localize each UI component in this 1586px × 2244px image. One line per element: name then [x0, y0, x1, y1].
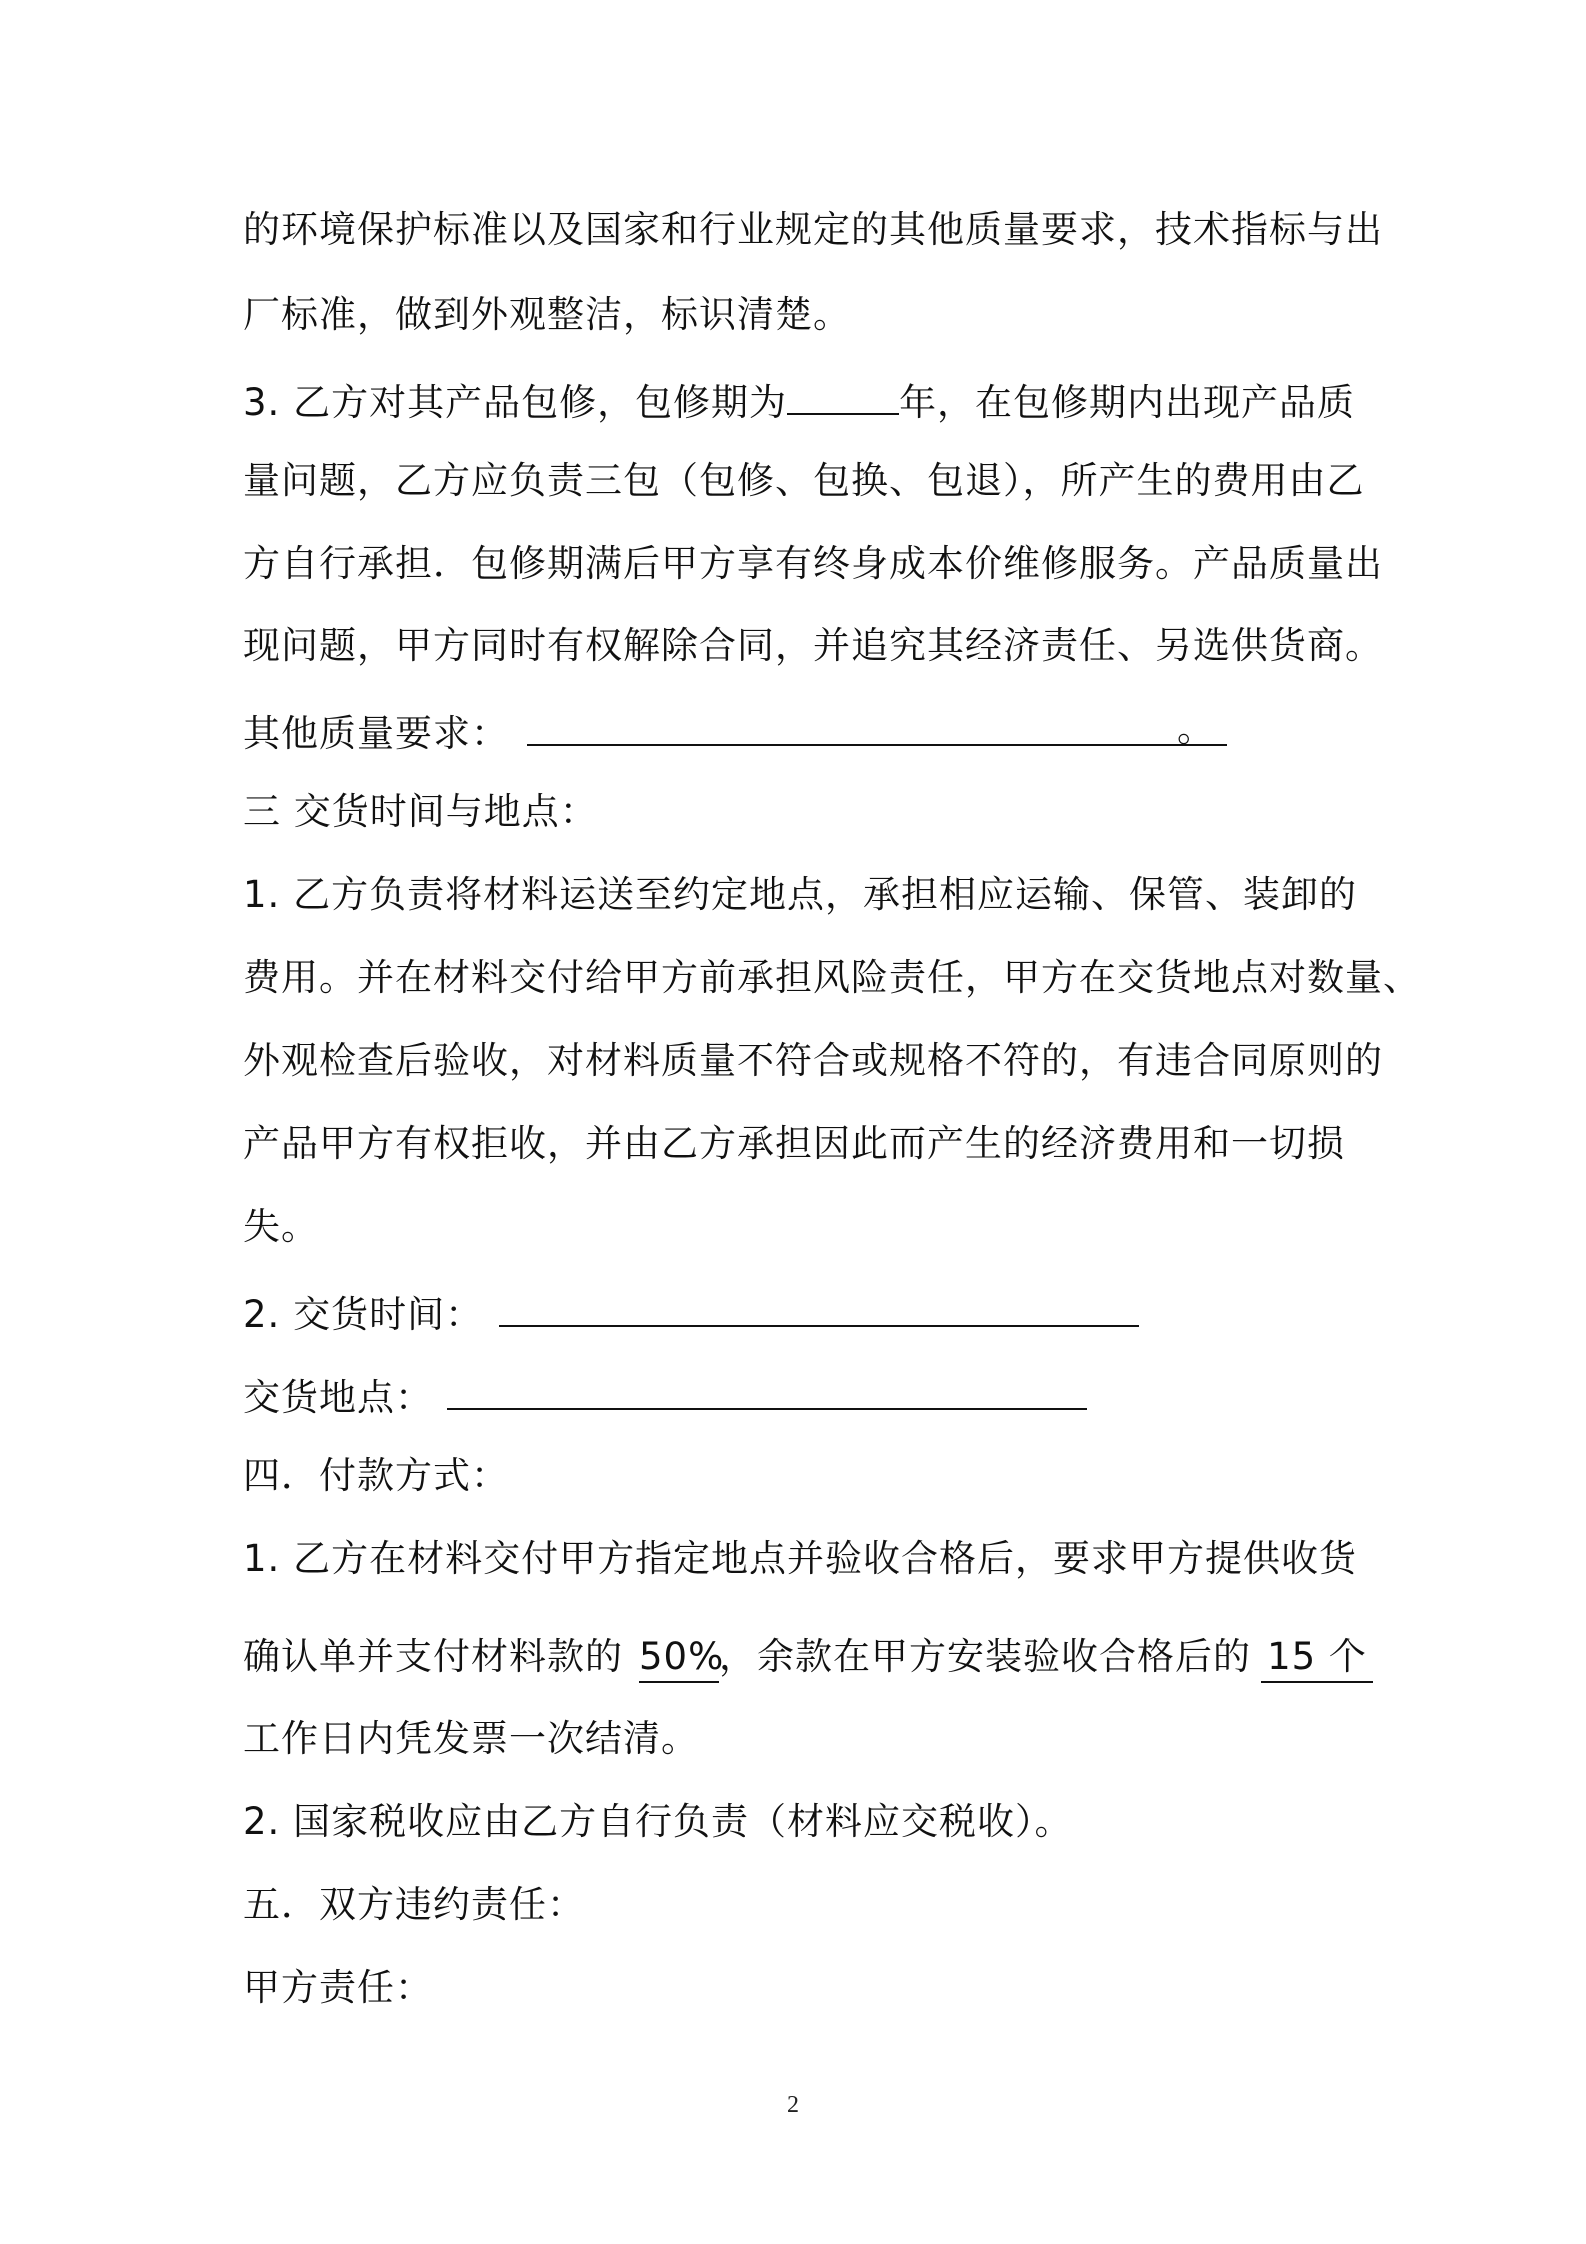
warranty-clause-line	[243, 373, 1355, 423]
delivery-time-blank[interactable]	[499, 1285, 1139, 1327]
text: 1. 乙方在材料交付甲方指定地点并验收合格后，要求甲方提供收货	[243, 1537, 1358, 1580]
text: 四．付款方式：	[243, 1454, 509, 1497]
paragraph-line	[243, 539, 1383, 589]
text: 年，在包修期内出现产品质	[899, 381, 1356, 424]
paragraph-line	[243, 870, 1357, 920]
text: 外观检查后验收，对材料质量不符合或规格不符的，有违合同原则的	[243, 1039, 1383, 1082]
section-heading	[243, 787, 598, 837]
text: 厂标准，做到外观整洁，标识清楚。	[243, 293, 851, 336]
text: 交货地点：	[243, 1376, 433, 1419]
text: 五．双方违约责任：	[243, 1883, 585, 1926]
paragraph-line	[243, 1119, 1345, 1169]
paragraph-line	[243, 290, 851, 340]
text: 失。	[243, 1205, 319, 1248]
other-quality-blank[interactable]	[527, 704, 1227, 750]
paragraph-line	[243, 1036, 1383, 1086]
subheading	[243, 1963, 433, 2013]
text: 的环境保护标准以及国家和行业规定的其他质量要求，技术指标与出	[243, 208, 1383, 251]
delivery-time-line	[243, 1285, 1139, 1335]
paragraph-line	[243, 953, 1421, 1003]
text: 费用。并在材料交付给甲方前承担风险责任，甲方在交货地点对数量、	[243, 956, 1421, 999]
paragraph-line	[243, 456, 1365, 506]
paragraph-line	[243, 205, 1383, 255]
text: 三 交货时间与地点：	[243, 790, 598, 833]
text: 确认单并支付材料款的	[243, 1635, 623, 1678]
text: 2. 国家税收应由乙方自行负责（材料应交税收）。	[243, 1800, 1073, 1843]
delivery-place-line	[243, 1368, 1087, 1418]
text: 甲方责任：	[243, 1966, 433, 2009]
other-quality-line	[243, 704, 1227, 754]
text: 方自行承担．包修期满后甲方享有终身成本价维修服务。产品质量出	[243, 542, 1383, 585]
paragraph-line	[243, 1714, 699, 1764]
section-heading	[243, 1451, 509, 1501]
text: 2. 交货时间：	[243, 1293, 484, 1336]
paragraph-line	[243, 1202, 319, 1252]
text: 。	[1177, 707, 1215, 750]
text: 工作日内凭发票一次结清。	[243, 1717, 699, 1760]
warranty-years-blank[interactable]	[787, 373, 899, 415]
payment-percent-field[interactable]: 50%	[639, 1633, 719, 1683]
text: 1. 乙方负责将材料运送至约定地点，承担相应运输、保管、装卸的	[243, 873, 1358, 916]
payment-days-field[interactable]: 15 个	[1261, 1633, 1373, 1683]
paragraph-line	[243, 621, 1383, 671]
text: ，余款在甲方安装验收合格后的	[719, 1635, 1251, 1678]
page-number: 2	[787, 2092, 799, 2118]
payment-terms-line	[243, 1632, 1373, 1682]
text: 产品甲方有权拒收，并由乙方承担因此而产生的经济费用和一切损	[243, 1122, 1345, 1165]
paragraph-line	[243, 1797, 1073, 1847]
delivery-place-blank[interactable]	[447, 1368, 1087, 1410]
section-heading	[243, 1880, 585, 1930]
text: 3. 乙方对其产品包修，包修期为	[243, 381, 788, 424]
text: 现问题，甲方同时有权解除合同，并追究其经济责任、另选供货商。	[243, 624, 1383, 667]
text: 量问题，乙方应负责三包（包修、包换、包退），所产生的费用由乙	[243, 459, 1365, 502]
text: 其他质量要求：	[243, 712, 509, 755]
paragraph-line	[243, 1534, 1357, 1584]
